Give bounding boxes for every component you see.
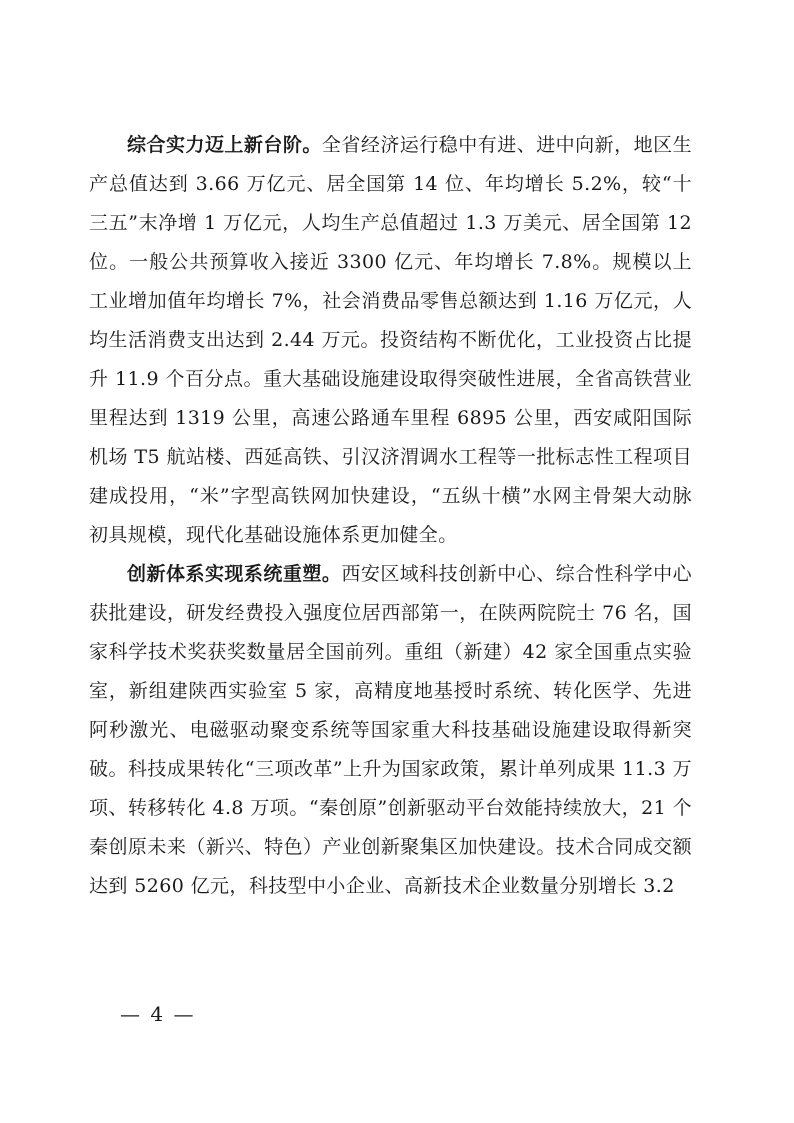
page-number: — 4 —: [120, 1002, 196, 1026]
paragraph-text: 西安区域科技创新中心、综合性科学中心获批建设，研发经费投入强度位居西部第一，在陕两院院士 76 名，国家科学技术奖获奖数量居全国前列。重组（新建）42 家全国重点实验室，新组建陕西实验室 5 家，高精度地基授时系统、转化医学、先进阿秒激光、电磁驱动聚变系统等国家重大科技基础设施建设取得新突破。科技成果转化“三项改革”上升为国家政策，累计单列成果 11.3 万项、转移转化 4.8 万项。“秦创原”创新驱动平台效能持续放大，21 个秦创原未来（新兴、特色）产业创新聚集区加快建设。技术合同成交额达到 5260 亿元，科技型中小企业、高新技术企业数量分别增长 3.2: [89, 563, 692, 897]
paragraph-text: 全省经济运行稳中有进、进中向新，地区生产总值达到 3.66 万亿元、居全国第 14 位、年均增长 5.2%，较“十三五”末净增 1 万亿元，人均生产总值超过 1.3 万美元、居全国第 12 位。一般公共预算收入接近 3300 亿元、年均增长 7.8%。规模以上工业增加值年均增长 7%，社会消费品零售总额达到 1.16 万亿元，人均生活消费支出达到 2.44 万元。投资结构不断优化，工业投资占比提升 11.9 个百分点。重大基础设施建设取得突破性进展，全省高铁营业里程达到 1319 公里，高速公路通车里程 6895 公里，西安咸阳国际机场 T5 航站楼、西延高铁、引汉济渭调水工程等一批标志性工程项目建成投用，“米”字型高铁网加快建设，“五纵十横”水网主骨架大动脉初具规模，现代化基础设施体系更加健全。: [89, 134, 692, 546]
document-body: [89, 126, 692, 906]
paragraph-lead-heading: 综合实力迈上新台阶。: [127, 134, 322, 156]
paragraph-lead-heading: 创新体系实现系统重塑。: [127, 563, 342, 585]
paragraph-innovation-system: [89, 555, 692, 906]
paragraph-economic-strength: [89, 126, 692, 555]
